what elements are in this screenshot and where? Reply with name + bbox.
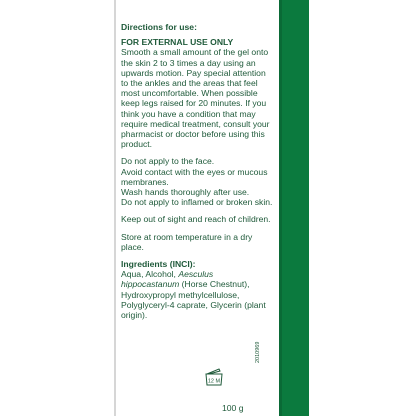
ingredients-part2: (Horse Chestnut), Hydroxypropyl methylcellulose, Polyglyceryl-4 caprate, Glycerin (plant origin).	[121, 279, 266, 321]
external-use-label: FOR EXTERNAL USE ONLY	[121, 37, 234, 48]
warning-wash: Wash hands thoroughly after use.	[121, 187, 250, 198]
pao-jar-icon	[203, 368, 225, 386]
ingredients-latin: Aesculus hippocastanum	[121, 269, 214, 290]
keep-out-notice: Keep out of sight and reach of children.	[121, 214, 271, 225]
ingredients-part1: Aqua, Alcohol,	[121, 269, 179, 280]
warning-skin: Do not apply to inflamed or broken skin.	[121, 197, 273, 208]
ingredients-heading: Ingredients (INCI):	[121, 259, 196, 270]
pao-symbol: 12 M	[207, 378, 221, 385]
directions-text: Smooth a small amount of the gel onto the skin 2 to 3 times a day using an upwards motion. Pay special attention to the ankles and the areas that feel most uncomfortable. When possible keep legs raised for 20 minutes. If you think you have a condition that may require medical treatment, consult your pharmacist or doctor before using this product.	[121, 47, 270, 150]
directions-content	[121, 22, 273, 327]
green-side-band	[279, 0, 309, 416]
warning-eyes: Avoid contact with the eyes or mucous membranes.	[121, 166, 268, 187]
ingredients-text	[121, 269, 273, 320]
net-weight: 100 g	[222, 403, 244, 413]
warning-face: Do not apply to the face.	[121, 156, 215, 167]
batch-code: 2010969	[255, 341, 261, 364]
storage-notice: Store at room temperature in a dry place.	[121, 231, 253, 252]
directions-heading: Directions for use:	[121, 22, 197, 32]
